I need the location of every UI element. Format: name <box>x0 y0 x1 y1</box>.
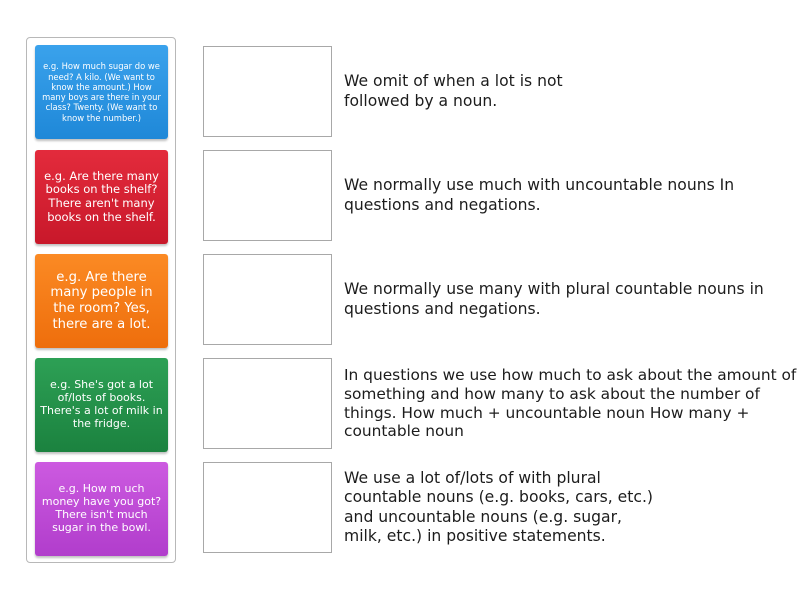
match-row <box>203 462 793 554</box>
drop-target-box[interactable] <box>203 150 332 241</box>
draggable-tile[interactable] <box>35 45 168 139</box>
drop-target-box[interactable] <box>203 254 332 345</box>
draggable-tile[interactable] <box>35 358 168 452</box>
tile-text: e.g. Are there many people in the room? Yes, there are a lot. <box>50 269 153 332</box>
definition-text <box>344 462 664 553</box>
drop-target-box[interactable] <box>203 46 332 137</box>
definition-text <box>344 46 584 137</box>
match-row <box>203 150 793 242</box>
definition-text <box>344 254 764 345</box>
tile-text: e.g. She's got a lot of/lots of books. There's a lot of milk in the fridge. <box>40 378 163 430</box>
tile-tray <box>26 37 176 563</box>
definition-label: We omit of when a lot is not followed by a noun. <box>344 72 563 110</box>
tile-text: e.g. How m uch money have you got? There isn't much sugar in the bowl. <box>41 482 162 534</box>
tile-text: e.g. Are there many books on the shelf? There aren't many books on the shelf. <box>44 168 159 224</box>
definition-label: We normally use much with uncountable nouns In questions and negations. <box>344 176 735 214</box>
match-row <box>203 358 797 450</box>
match-row <box>203 46 793 138</box>
draggable-tile[interactable] <box>35 254 168 348</box>
definition-text <box>344 358 800 449</box>
draggable-tile[interactable] <box>35 462 168 556</box>
definition-text <box>344 150 764 241</box>
tile-text: e.g. How much sugar do we need? A kilo. (We want to know the amount.) How many boys are there in your class? Twenty. (We want to know the number.) <box>42 61 161 123</box>
draggable-tile[interactable] <box>35 150 168 244</box>
drop-target-box[interactable] <box>203 358 332 449</box>
definition-label: We normally use many with plural countable nouns in questions and negations. <box>344 280 764 318</box>
match-row <box>203 254 793 346</box>
definition-label: In questions we use how much to ask about the amount of something and how many to ask about the number of things. How much + uncountable noun How many + countable noun <box>344 365 797 441</box>
definition-label: We use a lot of/lots of with plural countable nouns (e.g. books, cars, etc.) and uncountable nouns (e.g. sugar, milk, etc.) in positive statements. <box>344 469 653 545</box>
drop-target-box[interactable] <box>203 462 332 553</box>
